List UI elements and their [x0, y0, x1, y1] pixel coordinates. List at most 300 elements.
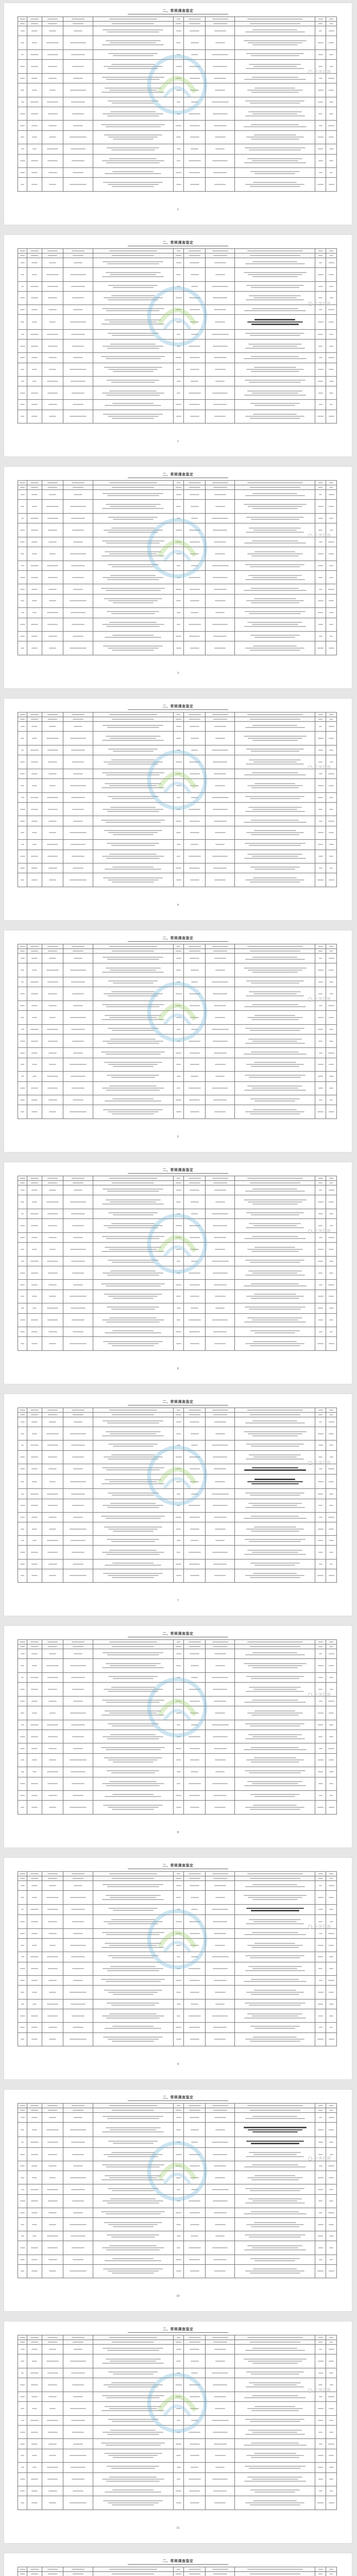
table-cell [18, 1058, 27, 1071]
table-cell [173, 1256, 184, 1266]
illegible-text-line [71, 1076, 86, 1077]
table-cell [206, 537, 235, 547]
illegible-text-line [108, 137, 158, 138]
illegible-text-line [176, 369, 181, 370]
illegible-text-line [212, 2420, 229, 2421]
table-cell [206, 2147, 235, 2161]
illegible-text-line [108, 2156, 158, 2157]
table-cell [206, 1952, 235, 1962]
illegible-text-line [214, 262, 226, 263]
table-cell [326, 1801, 337, 1815]
illegible-text-line [108, 1923, 158, 1924]
illegible-text-line [330, 255, 333, 256]
table-cell [63, 1072, 93, 1081]
illegible-text-line [215, 90, 225, 91]
table-cell [27, 717, 42, 722]
illegible-text-line [30, 2420, 39, 2421]
table-cell [27, 1489, 42, 1499]
table-cell [63, 755, 93, 769]
illegible-text-line [106, 1785, 160, 1786]
table-cell [315, 17, 326, 22]
illegible-text-line [104, 1757, 162, 1758]
table-cell [173, 1176, 184, 1181]
table-cell [184, 1640, 206, 1645]
table-cell [63, 769, 93, 778]
illegible-text-line [190, 1713, 199, 1714]
table-row [18, 2472, 337, 2486]
table-cell [326, 1048, 337, 1058]
illegible-text-line [254, 405, 295, 406]
table-cell [173, 178, 184, 192]
illegible-text-line [190, 2455, 199, 2456]
table-row [18, 745, 337, 755]
illegible-text-line [31, 1468, 38, 1469]
table-cell [42, 1011, 63, 1024]
table-cell [173, 1683, 184, 1696]
illegible-text-line [105, 551, 161, 552]
illegible-text-line [73, 1646, 83, 1647]
illegible-text-line [214, 1284, 227, 1285]
illegible-text-line [329, 42, 334, 43]
illegible-text-line [111, 1223, 155, 1224]
table-cell [235, 584, 315, 594]
illegible-text-line [74, 262, 82, 263]
illegible-text-line [113, 1066, 154, 1067]
illegible-text-line [251, 55, 300, 56]
table-cell [27, 1011, 42, 1024]
illegible-text-line [106, 2249, 160, 2250]
illegible-text-line [252, 809, 297, 810]
illegible-text-line [48, 1273, 58, 1274]
table-cell [27, 2137, 42, 2148]
illegible-text-line [213, 2573, 227, 2574]
table-cell [184, 713, 206, 717]
illegible-text-line [70, 42, 86, 43]
illegible-text-line [190, 2165, 199, 2166]
table-cell [63, 2108, 93, 2113]
illegible-text-line [318, 1296, 324, 1297]
illegible-text-line [318, 1494, 323, 1495]
illegible-text-line [177, 1736, 180, 1737]
table-header-row [18, 17, 337, 22]
illegible-text-line [189, 23, 200, 24]
table-cell [63, 641, 93, 655]
table-cell [42, 1791, 63, 1801]
table-cell [315, 570, 326, 584]
illegible-text-line [177, 2200, 180, 2201]
illegible-text-line [212, 1552, 228, 1553]
illegible-text-line [108, 2188, 159, 2189]
illegible-text-line [176, 297, 182, 298]
illegible-text-line [21, 2361, 24, 2362]
illegible-text-line [107, 115, 159, 116]
illegible-text-line [113, 1214, 154, 1215]
illegible-text-line [176, 1529, 181, 1530]
table-row [18, 1081, 337, 1095]
illegible-text-line [215, 600, 226, 601]
table-cell [93, 1743, 173, 1753]
illegible-text-line [252, 1899, 298, 1900]
table-cell [42, 1536, 63, 1546]
table-cell [315, 281, 326, 291]
table-cell [184, 1645, 206, 1649]
illegible-text-line [177, 624, 180, 625]
table-cell [63, 1645, 93, 1649]
table-cell [315, 1876, 326, 1881]
illegible-text-line [106, 822, 161, 823]
table-cell [27, 2241, 42, 2255]
table-cell [184, 107, 206, 120]
illegible-text-line [108, 995, 158, 996]
illegible-text-line [107, 843, 159, 844]
table-cell [173, 826, 184, 839]
illegible-text-line [107, 380, 159, 381]
illegible-text-line [253, 1921, 297, 1922]
illegible-text-line [319, 958, 322, 959]
table-cell [315, 584, 326, 594]
illegible-text-line [189, 1505, 200, 1506]
table-cell [173, 779, 184, 792]
illegible-text-line [177, 101, 181, 103]
illegible-text-line [101, 356, 165, 357]
table-cell [18, 1696, 27, 1706]
table-cell [326, 1986, 337, 1999]
illegible-text-line [329, 160, 333, 161]
illegible-text-line [213, 172, 227, 173]
table-cell [42, 353, 63, 363]
illegible-text-line [252, 1189, 297, 1190]
table-cell [315, 1753, 326, 1767]
illegible-text-line [244, 968, 307, 969]
table-header-row [18, 2108, 337, 2113]
illegible-text-line [244, 858, 305, 859]
table-cell [18, 632, 27, 641]
table-cell [93, 305, 173, 315]
table-row [18, 1891, 337, 1904]
table-cell [18, 376, 27, 386]
illegible-text-line [246, 995, 304, 996]
table-cell [206, 1408, 235, 1413]
table-cell [184, 339, 206, 352]
table-cell [93, 1489, 173, 1499]
table-cell [235, 2184, 315, 2194]
document-page-9 [4, 1858, 352, 2079]
table-cell [18, 1791, 27, 1801]
table-cell [326, 826, 337, 839]
table-cell [93, 2496, 173, 2510]
illegible-text-line [247, 854, 302, 855]
illegible-text-line [32, 1897, 37, 1898]
illegible-text-line [252, 1783, 298, 1784]
illegible-text-line [71, 1540, 86, 1541]
table-cell [27, 1999, 42, 2009]
illegible-text-line [190, 262, 199, 263]
illegible-text-line [189, 2027, 200, 2028]
table-cell [93, 850, 173, 863]
illegible-text-line [105, 1332, 161, 1333]
table-cell [235, 1659, 315, 1672]
table-cell [184, 717, 206, 722]
table-cell [18, 107, 27, 120]
table-cell [42, 315, 63, 329]
illegible-text-line [32, 274, 37, 275]
table-cell [42, 1185, 63, 1195]
page-title: 二、常规调查鉴定 [162, 2095, 194, 2099]
illegible-text-line [251, 834, 300, 835]
table-cell [63, 1938, 93, 1952]
illegible-text-line [21, 1076, 24, 1077]
table-cell [206, 121, 235, 130]
illegible-text-line [212, 19, 228, 20]
table-cell [235, 1512, 315, 1522]
illegible-text-line [190, 2117, 199, 2118]
illegible-text-line [189, 1456, 200, 1458]
illegible-text-line [21, 2142, 24, 2143]
illegible-text-line [32, 1945, 37, 1946]
illegible-text-line [109, 785, 157, 786]
illegible-text-line [319, 262, 322, 263]
illegible-text-line [215, 785, 225, 786]
illegible-text-line [47, 1178, 58, 1179]
illegible-text-line [102, 160, 164, 161]
table-cell [184, 121, 206, 130]
table-cell [184, 2378, 206, 2392]
table-cell [315, 2171, 326, 2184]
illegible-text-line [213, 2110, 227, 2111]
illegible-text-line [215, 832, 226, 833]
illegible-text-line [246, 137, 304, 138]
table-cell [93, 97, 173, 107]
table-cell [315, 1266, 326, 1279]
table-cell [173, 2567, 184, 2572]
illegible-text-line [21, 1445, 24, 1446]
illegible-text-line [246, 68, 304, 69]
illegible-text-line [252, 1552, 298, 1553]
illegible-text-line [20, 719, 25, 720]
illegible-text-line [49, 369, 56, 370]
illegible-text-line [31, 636, 38, 637]
table-cell [235, 2572, 315, 2576]
illegible-text-line [31, 1421, 37, 1422]
illegible-text-line [250, 2421, 300, 2422]
table-cell [93, 618, 173, 631]
illegible-text-line [110, 970, 156, 971]
table-cell [27, 2496, 42, 2510]
table-cell [235, 17, 315, 22]
table-cell [184, 253, 206, 258]
illegible-text-line [111, 759, 155, 760]
illegible-text-line [20, 1505, 25, 1506]
table-cell [173, 1891, 184, 1904]
table-cell [93, 130, 173, 144]
illegible-text-line [31, 541, 38, 543]
illegible-text-line [329, 1178, 333, 1179]
illegible-text-line [48, 1053, 57, 1054]
illegible-text-line [20, 1099, 25, 1100]
illegible-text-line [329, 1494, 334, 1495]
illegible-text-line [318, 2384, 322, 2385]
illegible-text-line [189, 2569, 201, 2570]
illegible-text-line [247, 1713, 303, 1714]
illegible-text-line [212, 624, 228, 625]
table-cell [326, 547, 337, 561]
table-cell [93, 1417, 173, 1427]
illegible-text-line [250, 103, 300, 104]
illegible-text-line [329, 2189, 334, 2190]
illegible-text-line [251, 1761, 300, 1762]
illegible-text-line [251, 2226, 300, 2227]
table-cell [18, 2184, 27, 2194]
table-cell [42, 1986, 63, 1999]
table-cell [173, 2108, 184, 2113]
illegible-text-line [330, 404, 333, 405]
illegible-text-line [74, 1421, 82, 1422]
table-cell [235, 2218, 315, 2231]
table-cell [63, 2032, 93, 2046]
illegible-text-line [246, 517, 304, 518]
table-cell [326, 1522, 337, 1536]
table-cell [184, 281, 206, 291]
illegible-text-line [102, 1236, 164, 1237]
illegible-text-line [72, 1968, 84, 1969]
illegible-text-line [71, 797, 86, 798]
table-cell [27, 2113, 42, 2123]
illegible-text-line [329, 1873, 333, 1874]
table-cell [63, 513, 93, 523]
illegible-text-line [214, 958, 226, 959]
table-cell [206, 1266, 235, 1279]
table-cell [18, 2402, 27, 2415]
illegible-text-line [31, 809, 38, 810]
table-row [18, 2496, 337, 2510]
table-row [18, 1489, 337, 1499]
illegible-text-line [176, 1885, 181, 1886]
illegible-text-line [190, 1421, 199, 1422]
illegible-text-line [48, 636, 57, 637]
illegible-text-line [212, 565, 229, 566]
illegible-text-line [48, 577, 58, 578]
table-cell [184, 1219, 206, 1232]
table-row [18, 130, 337, 144]
illegible-text-line [49, 1343, 56, 1344]
illegible-text-line [252, 2432, 297, 2433]
schedule-table [18, 712, 337, 887]
illegible-text-line [46, 1433, 59, 1434]
illegible-text-line [329, 797, 334, 798]
illegible-text-line [30, 1213, 39, 1214]
table-cell [42, 584, 63, 594]
table-cell [184, 584, 206, 594]
table-cell [315, 1327, 326, 1337]
table-cell [18, 2472, 27, 2486]
illegible-text-line [191, 565, 198, 566]
table-cell [93, 561, 173, 570]
illegible-text-line [177, 2467, 181, 2468]
table-cell [63, 1730, 93, 1743]
table-cell [326, 2415, 337, 2425]
table-cell [42, 732, 63, 745]
table-cell [235, 1058, 315, 1071]
illegible-text-line [329, 1076, 334, 1077]
illegible-text-line [215, 1945, 225, 1946]
table-cell [42, 107, 63, 120]
illegible-text-line [49, 1759, 56, 1760]
illegible-text-line [247, 1641, 303, 1642]
illegible-text-line [20, 297, 25, 298]
table-cell [315, 1536, 326, 1546]
illegible-text-line [330, 1921, 333, 1922]
illegible-text-line [247, 2177, 303, 2178]
table-cell [315, 485, 326, 490]
illegible-text-line [71, 1956, 86, 1957]
table-cell [93, 2264, 173, 2278]
illegible-text-line [254, 1796, 295, 1797]
illegible-text-line [70, 648, 87, 649]
illegible-text-line [176, 1795, 181, 1796]
table-cell [315, 26, 326, 36]
illegible-text-line [250, 650, 300, 651]
table-row [18, 1034, 337, 1047]
table-cell [63, 168, 93, 178]
illegible-text-line [108, 1444, 158, 1445]
table-cell [63, 537, 93, 547]
illegible-text-line [252, 2116, 297, 2117]
illegible-text-line [247, 1317, 302, 1318]
illegible-text-line [104, 1062, 162, 1063]
illegible-text-line [103, 577, 163, 578]
table-cell [326, 1999, 337, 2009]
table-row [18, 2194, 337, 2208]
table-cell [18, 570, 27, 584]
table-header-row [18, 22, 337, 26]
illegible-text-line [73, 1748, 83, 1749]
illegible-text-line [329, 506, 334, 507]
table-cell [235, 2340, 315, 2345]
illegible-text-line [176, 2455, 181, 2456]
illegible-text-line [328, 1284, 334, 1285]
illegible-text-line [329, 393, 333, 394]
table-cell [315, 1290, 326, 1303]
illegible-text-line [189, 1552, 201, 1553]
illegible-text-line [47, 565, 58, 566]
table-cell [63, 2567, 93, 2572]
illegible-text-line [319, 1517, 322, 1518]
illegible-text-line [101, 1483, 164, 1484]
illegible-text-line [46, 2129, 59, 2130]
table-cell [27, 376, 42, 386]
illegible-text-line [47, 750, 58, 751]
illegible-text-line [212, 1213, 228, 1214]
illegible-text-line [330, 23, 333, 24]
illegible-text-line [112, 2342, 154, 2343]
illegible-text-line [47, 381, 59, 382]
table-cell [315, 732, 326, 745]
illegible-text-line [319, 30, 322, 31]
illegible-text-line [319, 404, 322, 405]
table-cell [315, 36, 326, 49]
table-cell [235, 537, 315, 547]
table-cell [93, 178, 173, 192]
illegible-text-line [113, 2143, 154, 2144]
illegible-text-line [176, 1564, 181, 1565]
illegible-text-line [189, 1795, 200, 1796]
table-cell [27, 2567, 42, 2572]
table-cell [173, 2241, 184, 2255]
illegible-text-line [176, 1017, 181, 1018]
table-cell [63, 584, 93, 594]
illegible-text-line [106, 272, 161, 273]
table-cell [42, 1546, 63, 1559]
